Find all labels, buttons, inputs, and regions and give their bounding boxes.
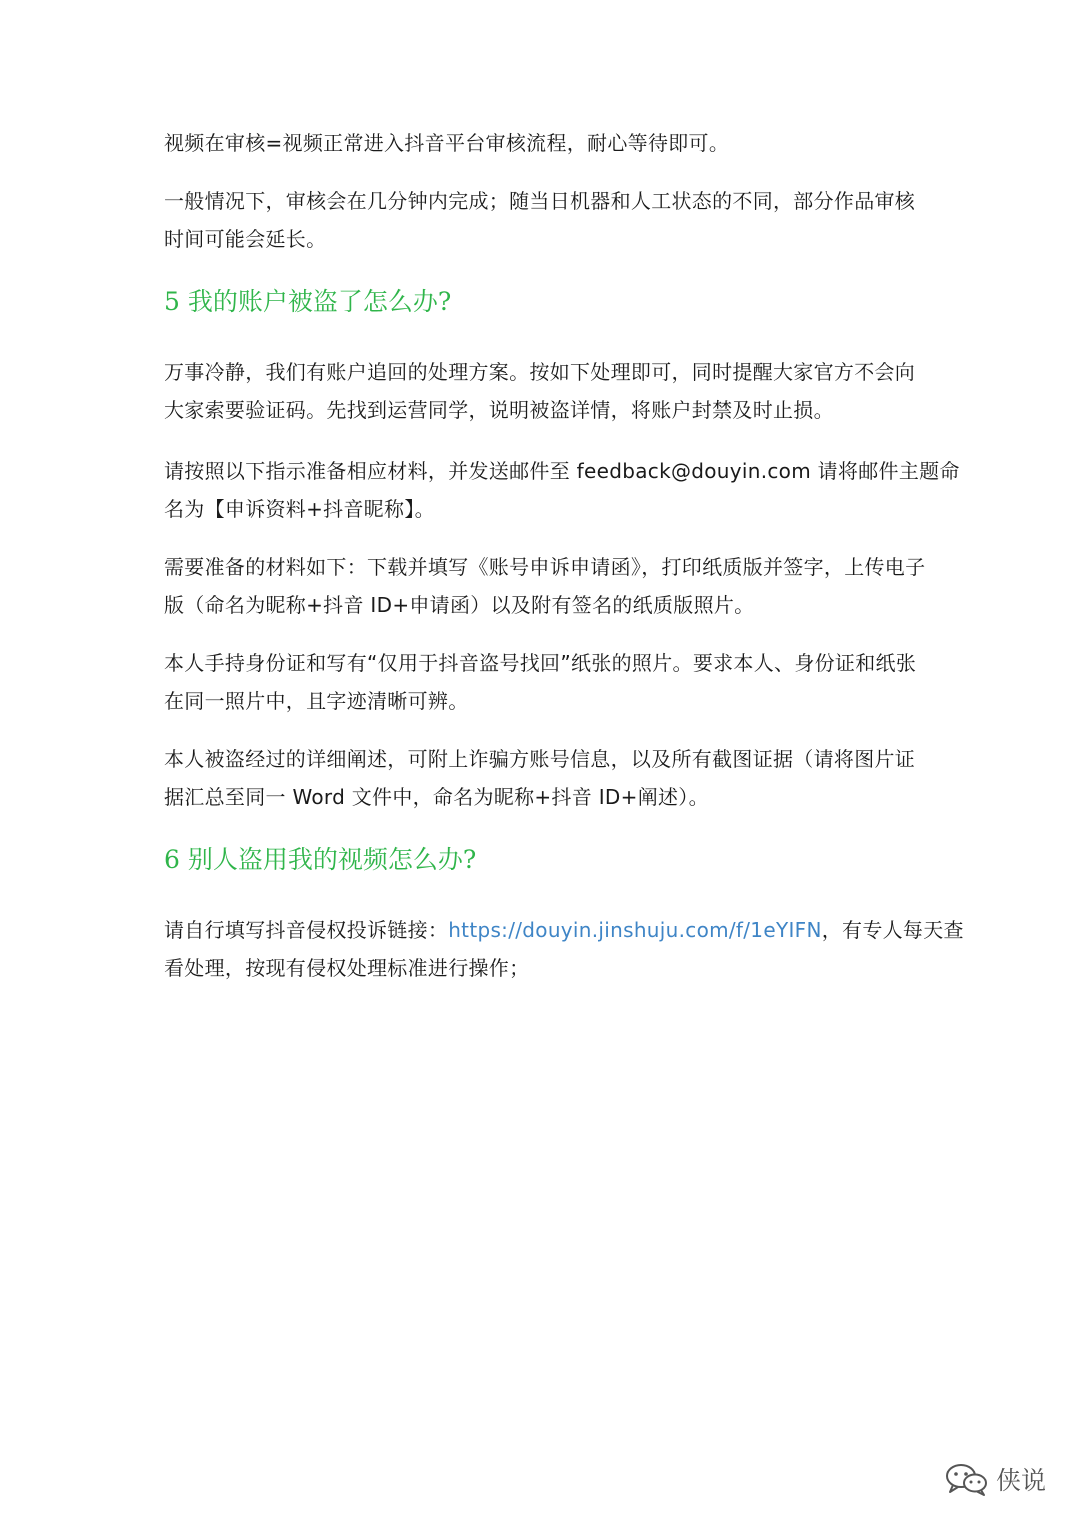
paragraph-materials — [164, 548, 924, 624]
section-5-heading: 5 我的账户被盗了怎么办? — [164, 287, 452, 316]
text-line — [164, 911, 964, 949]
text-line: 需要准备的材料如下：下载并填写《账号申诉申请函》，打印纸质版并签字，上传电子 — [164, 555, 926, 579]
text-line: 版（命名为昵称+抖音 ID+申请函）以及附有签名的纸质版照片。 — [164, 593, 755, 617]
text-line: 大家索要验证码。先找到运营同学，说明被盗详情，将账户封禁及时止损。 — [164, 398, 834, 422]
watermark — [944, 1455, 1046, 1503]
paragraph-email-instructions — [164, 452, 960, 528]
paragraph-infringement-report — [164, 911, 964, 987]
paragraph-account-recovery — [164, 353, 924, 429]
paragraph-theft-details — [164, 740, 924, 816]
text-line: 在同一照片中，且字迹清晰可辨。 — [164, 689, 469, 713]
text-segment: 请自行填写抖音侵权投诉链接： — [164, 918, 449, 942]
wechat-icon — [944, 1461, 988, 1497]
text-line: 本人手持身份证和写有“仅用于抖音盗号找回”纸张的照片。要求本人、身份证和纸张 — [164, 651, 917, 675]
text-line: 时间可能会延长。 — [164, 227, 327, 251]
text-segment: ，有专人每天查 — [821, 918, 964, 942]
text-line: 据汇总至同一 Word 文件中，命名为昵称+抖音 ID+阐述）。 — [164, 785, 709, 809]
text-line: 看处理，按现有侵权处理标准进行操作； — [164, 956, 530, 980]
text-line — [164, 452, 960, 490]
text-segment: 请按照以下指示准备相应材料，并发送邮件至 — [164, 459, 577, 483]
paragraph-review-status — [164, 124, 924, 162]
complaint-link[interactable]: https://douyin.jinshuju.com/f/1eYIFN — [448, 918, 822, 942]
paragraph-id-photo — [164, 644, 924, 720]
email-address: feedback@douyin.com — [576, 459, 811, 483]
text-line: 万事冷静，我们有账户追回的处理方案。按如下处理即可，同时提醒大家官方不会向 — [164, 360, 916, 384]
watermark-text: 侠说 — [996, 1466, 1047, 1495]
text-line: 本人被盗经过的详细阐述，可附上诈骗方账号信息，以及所有截图证据（请将图片证 — [164, 747, 916, 771]
paragraph-review-time — [164, 182, 924, 258]
section-6-heading: 6 别人盗用我的视频怎么办? — [164, 845, 477, 874]
text-line: 视频在审核=视频正常进入抖音平台审核流程，耐心等待即可。 — [164, 131, 730, 155]
text-segment: 请将邮件主题命 — [811, 459, 960, 483]
text-line: 名为【申诉资料+抖音昵称】。 — [164, 497, 435, 521]
text-line: 一般情况下，审核会在几分钟内完成；随当日机器和人工状态的不同，部分作品审核 — [164, 189, 916, 213]
